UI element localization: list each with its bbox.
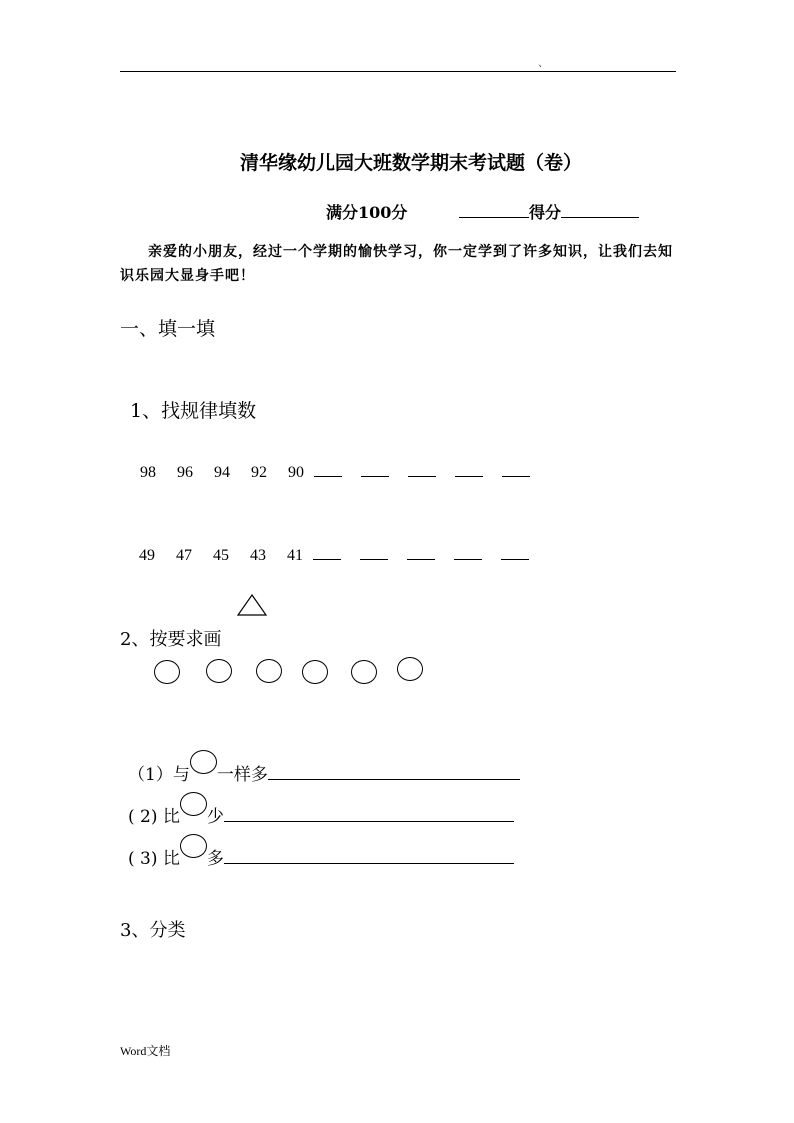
circle-icon <box>180 834 207 858</box>
sequence-number: 94 <box>214 464 230 481</box>
draw-item-prefix: （1）与 <box>128 765 190 785</box>
draw-item-suffix: 一样多 <box>216 765 268 785</box>
answer-blank[interactable] <box>224 807 514 822</box>
circle-icon <box>206 659 232 683</box>
question-1-title: 1、找规律填数 <box>130 400 257 422</box>
sequence-number: 43 <box>250 547 266 564</box>
circle-icon <box>256 659 282 683</box>
question-2-title: 2、按要求画 <box>120 629 222 650</box>
draw-item-2 <box>128 792 514 827</box>
circle-icon <box>351 660 377 684</box>
circle-icon <box>154 660 180 684</box>
answer-blank[interactable] <box>501 545 529 560</box>
answer-blank[interactable] <box>268 765 520 780</box>
answer-blank[interactable] <box>314 462 342 477</box>
draw-item-suffix: 多 <box>206 849 224 869</box>
sequence-number: 98 <box>140 464 156 481</box>
sequence-number: 45 <box>213 547 229 564</box>
score-blank-right[interactable] <box>561 203 639 218</box>
answer-blank[interactable] <box>407 545 435 560</box>
header-mark: 、 <box>538 56 549 69</box>
answer-blank[interactable] <box>361 462 389 477</box>
sequence-number: 96 <box>177 464 193 481</box>
page-title: 清华缘幼儿园大班数学期末考试题（卷） <box>239 152 582 174</box>
score-blank-left[interactable] <box>459 203 529 218</box>
draw-item-suffix: 少 <box>206 807 224 827</box>
intro-text: 亲爱的小朋友，经过一个学期的愉快学习，你一定学到了许多知识，让我们去知识乐园大显身手吧！ <box>120 244 673 284</box>
circle-icon <box>180 792 207 816</box>
sequence-number: 49 <box>139 547 155 564</box>
question-3-title: 3、分类 <box>120 920 186 941</box>
sequence-number: 92 <box>251 464 267 481</box>
answer-blank[interactable] <box>502 462 530 477</box>
triangle-icon <box>236 593 268 617</box>
draw-item-prefix: ( 2) 比 <box>128 807 180 827</box>
sequence-number: 41 <box>287 547 303 564</box>
header-rule <box>120 71 676 72</box>
sequence-row-1 <box>140 462 549 482</box>
full-score-label: 满分100分 <box>326 203 408 222</box>
answer-blank[interactable] <box>313 545 341 560</box>
circle-icon <box>190 750 217 774</box>
answer-blank[interactable] <box>408 462 436 477</box>
draw-item-3 <box>128 834 514 869</box>
answer-blank[interactable] <box>455 462 483 477</box>
circle-icon <box>302 660 328 684</box>
answer-blank[interactable] <box>454 545 482 560</box>
score-label: 得分 <box>529 203 562 222</box>
footer-label: Word文档 <box>120 1044 171 1058</box>
draw-item-prefix: ( 3) 比 <box>128 849 180 869</box>
answer-blank[interactable] <box>360 545 388 560</box>
sequence-number: 47 <box>176 547 192 564</box>
section-fill-in-title: 一、填一填 <box>120 318 216 340</box>
draw-item-1 <box>128 750 520 785</box>
sequence-row-2 <box>139 545 548 565</box>
sequence-number: 90 <box>288 464 304 481</box>
circle-icon <box>397 657 423 681</box>
score-field <box>459 200 639 223</box>
answer-blank[interactable] <box>224 849 514 864</box>
